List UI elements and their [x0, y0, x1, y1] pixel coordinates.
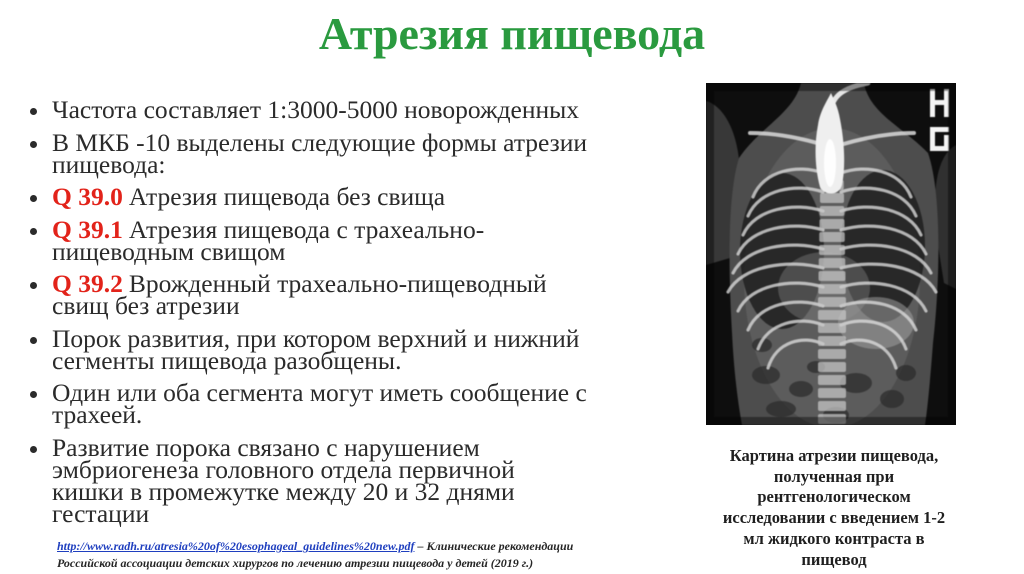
- vertebra: [819, 245, 845, 255]
- vertebra: [818, 375, 846, 385]
- image-caption: [699, 446, 969, 570]
- bullet-marker: [30, 337, 37, 344]
- bullet-item-frequency: [28, 95, 628, 124]
- bullet-text-line: Порок развития, при котором верхний и нижний: [52, 323, 580, 353]
- chest-xray-figure: [706, 83, 956, 425]
- vertebra: [818, 362, 846, 372]
- vertebra: [819, 232, 845, 242]
- bullet-text-line: Частота составляет 1:3000-5000 новорожденных: [52, 95, 580, 124]
- vertebra: [818, 401, 846, 411]
- vertebra: [818, 284, 846, 294]
- caption-line: Картина атрезии пищевода,: [729, 446, 939, 465]
- bullet-marker: [30, 282, 37, 289]
- bullet-text-line: кишки в промежутке между 20 и 32 днями: [52, 476, 515, 506]
- bowel-gas-loop: [789, 381, 813, 397]
- bullet-text: Врожденный трахеально-пищеводный: [128, 269, 547, 298]
- bullet-text-line: пищевода:: [52, 149, 166, 179]
- bullet-text-line: Один или оба сегмента могут иметь сообщение с: [52, 378, 587, 407]
- vertebra: [820, 193, 844, 203]
- vertebra: [820, 206, 845, 216]
- icd-code: Q 39.0: [52, 182, 123, 211]
- bowel-gas-loop: [880, 390, 904, 408]
- bullet-text: Атрезия пищевода с трахеально-: [128, 214, 485, 244]
- bullet-marker: [30, 141, 37, 148]
- vertebra: [818, 323, 846, 333]
- bullet-item-q39-2: [28, 269, 628, 320]
- reference-line: [57, 538, 573, 555]
- bullet-marker: [30, 195, 37, 202]
- caption-line: пищевод: [801, 549, 867, 569]
- vertebra: [818, 297, 846, 307]
- caption-line: мл жидкого контраста в: [743, 528, 925, 548]
- bullet-item-icd-forms: [28, 127, 628, 179]
- slide-title: Атрезия пищевода: [318, 8, 706, 59]
- bullet-text-line: эмбриогенеза головного отдела первичной: [52, 454, 515, 484]
- vertebra: [818, 336, 846, 346]
- pouch-highlight: [824, 139, 836, 187]
- reference-note: [57, 538, 573, 571]
- bullet-text-line: [52, 182, 628, 211]
- bullet-item-embryogenesis: [28, 432, 628, 528]
- reference-text: – Клинические рекомендации: [417, 539, 574, 553]
- caption-line: исследовании с введением 1-2: [722, 508, 946, 528]
- bullet-text-line: Развитие порока связано с нарушением: [52, 432, 480, 462]
- vertebra: [820, 219, 845, 229]
- bullet-text-line: сегменты пищевода разобщены.: [52, 345, 402, 375]
- caption-line: рентгенологическом: [757, 487, 911, 507]
- vertebra: [818, 388, 846, 398]
- bullet-item-malformation: [28, 323, 628, 375]
- bullet-text: Атрезия пищевода без свища: [128, 182, 446, 211]
- bowel-gas-loop: [766, 401, 796, 417]
- bullet-marker: [30, 446, 37, 453]
- caption-line: полученная при: [773, 466, 895, 486]
- marker-bar: [930, 100, 949, 105]
- bullet-item-q39-1: [28, 214, 628, 266]
- vertebra: [819, 271, 846, 281]
- bowel-gas-loop: [896, 365, 916, 381]
- reference-line: Российской ассоциации детских хирургов по лечению атрезии пищевода у детей (2019 г.): [57, 555, 534, 570]
- chest-xray-image: [706, 83, 956, 425]
- vertebra: [818, 310, 846, 320]
- bullet-text-line: трахеей.: [52, 400, 143, 429]
- bullet-text-line: свищ без атрезии: [52, 291, 240, 320]
- bullet-text-line: В МКБ -10 выделены следующие формы атрезии: [52, 127, 588, 157]
- marker-bar: [930, 146, 949, 151]
- icd-code: Q 39.1: [52, 214, 123, 244]
- vertebra: [818, 349, 846, 359]
- reference-link[interactable]: http://www.radh.ru/atresia%20of%20esophageal_guidelines%20new.pdf: [57, 539, 415, 553]
- bullet-item-trachea: [28, 378, 628, 429]
- bullet-text-line: пищеводным свищом: [52, 236, 286, 266]
- bullet-list: [28, 95, 628, 535]
- bullet-item-q39-0: [28, 182, 628, 211]
- icd-code: Q 39.2: [52, 269, 123, 298]
- bowel-gas-loop: [752, 366, 780, 384]
- bullet-marker: [30, 228, 37, 235]
- bullet-marker: [30, 108, 37, 115]
- bullet-marker: [30, 391, 37, 398]
- bullet-text-line: гестации: [52, 498, 150, 528]
- vertebra: [819, 258, 846, 268]
